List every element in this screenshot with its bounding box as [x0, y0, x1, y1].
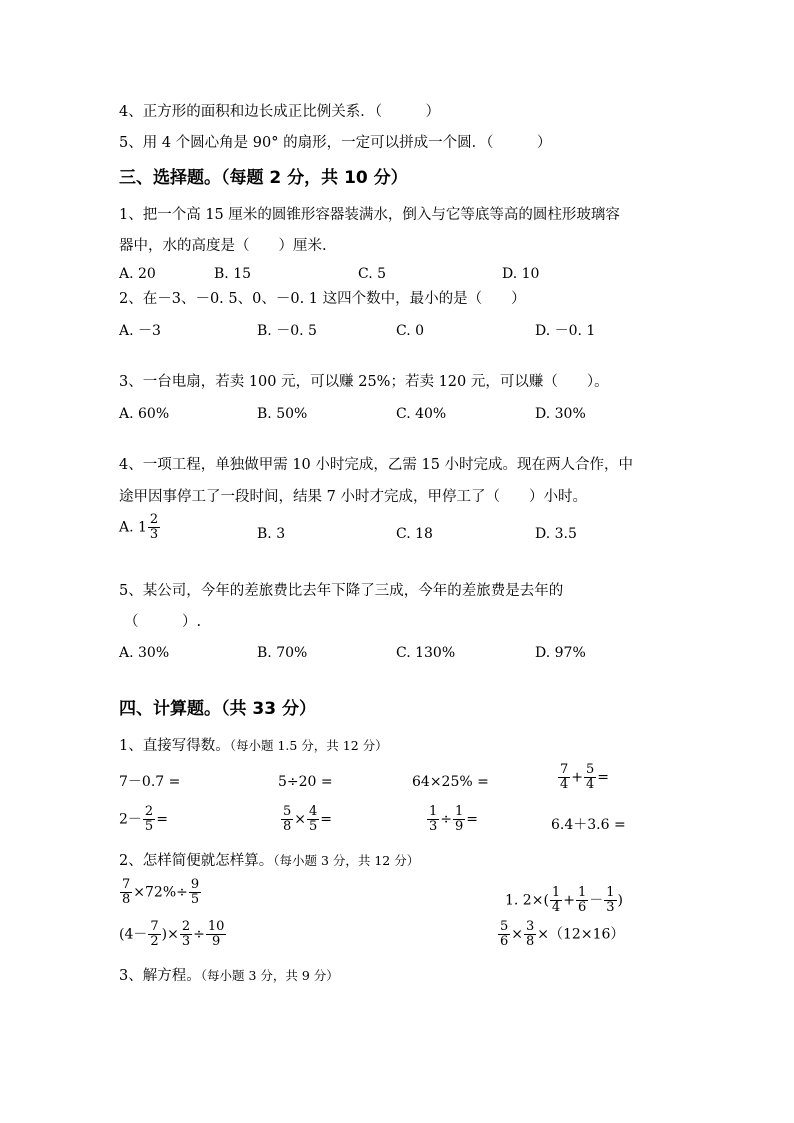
fraction: [143, 805, 155, 834]
calc-part1-note: （每小题 1.5 分，共 12 分）: [229, 738, 388, 753]
fraction-denominator: 9: [212, 934, 221, 949]
choice-q3-option-c: C. 40%: [396, 406, 447, 422]
fraction-numerator: 1: [455, 804, 464, 819]
calc-p1-expr-5: [119, 805, 168, 834]
choice-q1-option-d: D. 10: [502, 266, 540, 282]
choice-q4-option-a-prefix: A. 1: [119, 519, 147, 536]
fraction-denominator: 3: [606, 900, 615, 915]
fraction-numerator: 1: [577, 885, 587, 900]
choice-q2-option-d: D. －0. 1: [535, 323, 596, 339]
fraction-numerator: 3: [526, 919, 535, 934]
calc-p2-expr-d: [497, 920, 624, 949]
choice-q4-option-b: B. 3: [257, 526, 286, 542]
fraction-denominator: 8: [283, 819, 292, 834]
fraction-denominator: 9: [455, 819, 464, 834]
fraction-denominator: 5: [144, 819, 154, 834]
operator: ×: [294, 811, 307, 828]
calc-p1-expr-4: [557, 763, 609, 792]
expr-prefix: 1. 2×(: [505, 892, 549, 909]
fraction-numerator: 10: [207, 919, 225, 934]
fraction-numerator: 2: [149, 512, 159, 527]
choice-q5-option-b: B. 70%: [257, 645, 308, 661]
fraction: [180, 920, 192, 949]
calc-part3-title-text: 3、解方程。: [119, 968, 201, 984]
equals-sign: =: [156, 811, 168, 828]
choice-q3-option-a: A. 60%: [119, 406, 170, 422]
fraction: [498, 920, 510, 949]
calc-part2-title-text: 2、怎样简便就怎样算。: [119, 853, 274, 869]
choice-q3-option-b: B. 50%: [257, 406, 308, 422]
choice-q3-line1: 3、一台电扇，若卖 100 元，可以赚 25%；若卖 120 元，可以赚（ ）。: [119, 374, 609, 390]
fraction-denominator: 6: [577, 900, 587, 915]
expr-suffix: ×（12×16）: [537, 926, 625, 943]
calc-p1-expr-8: 6.4＋3.6 =: [551, 817, 626, 833]
fraction-denominator: 4: [586, 777, 595, 792]
choice-q5-line2: （ ）.: [124, 614, 202, 630]
choice-q4-line2: 途甲因事停工了一段时间，结果 7 小时才完成，甲停工了（ ）小时。: [119, 489, 587, 505]
operator: －: [589, 892, 604, 909]
fraction-numerator: 5: [283, 804, 292, 819]
fraction-denominator: 3: [429, 819, 438, 834]
choice-q2-option-c: C. 0: [396, 323, 425, 339]
fraction-denominator: 8: [526, 934, 535, 949]
choice-q5-option-a: A. 30%: [119, 645, 170, 661]
fraction-denominator: 2: [150, 934, 159, 949]
fraction-denominator: 8: [122, 892, 131, 907]
choice-q1-line1: 1、把一个高 15 厘米的圆锥形容器装满水，倒入与它等底等高的圆柱形玻璃容: [119, 207, 620, 223]
expr-prefix: 2－: [119, 811, 142, 828]
fraction: [148, 920, 160, 949]
fraction: [120, 878, 132, 907]
section-heading-calc: 四、计算题。（共 33 分）: [119, 699, 316, 719]
calc-p2-expr-a: [119, 878, 202, 907]
choice-q4-option-a: [119, 513, 161, 542]
choice-q4-option-c: C. 18: [396, 526, 433, 542]
fraction-numerator: 1: [606, 885, 615, 900]
fraction-denominator: 3: [181, 934, 191, 949]
fraction: [604, 886, 616, 915]
operator: ÷: [193, 926, 205, 943]
expr-middle: ×72%÷: [133, 884, 188, 901]
fraction-numerator: 5: [500, 919, 509, 934]
fraction: [550, 886, 562, 915]
fraction: [558, 763, 570, 792]
expr-middle: )×: [161, 926, 179, 943]
choice-q1-option-b: B. 15: [214, 266, 252, 282]
operator: +: [563, 892, 575, 909]
calc-p1-expr-6: [280, 805, 332, 834]
fraction-numerator: 2: [181, 919, 191, 934]
choice-q5-line1: 5、某公司，今年的差旅费比去年下降了三成，今年的差旅费是去年的: [119, 583, 564, 599]
fraction-numerator: 4: [309, 804, 318, 819]
fraction: [281, 805, 293, 834]
fraction-denominator: 4: [560, 777, 569, 792]
choice-q4-line1: 4、一项工程，单独做甲需 10 小时完成，乙需 15 小时完成。现在两人合作，中: [119, 457, 634, 473]
operator: +: [571, 769, 584, 786]
calc-p1-expr-3: 64×25% =: [412, 774, 489, 790]
choice-q2-option-a: A. －3: [119, 323, 161, 339]
operator: ÷: [440, 811, 453, 828]
equals-sign: =: [466, 811, 479, 828]
choice-q2-line1: 2、在－3、－0. 5、0、－0. 1 这四个数中，最小的是（ ）: [119, 291, 526, 307]
calc-part1-title-text: 1、直接写得数。: [119, 738, 230, 754]
fraction: [189, 878, 201, 907]
choice-q1-option-c: C. 5: [358, 266, 387, 282]
calc-p1-expr-7: [426, 805, 478, 834]
fraction-numerator: 7: [560, 762, 569, 777]
calc-p2-expr-b: [505, 886, 623, 915]
section-heading-choice: 三、选择题。（每题 2 分，共 10 分）: [119, 168, 408, 188]
fraction-numerator: 2: [144, 804, 154, 819]
fraction: [307, 805, 319, 834]
fraction-numerator: 1: [429, 804, 438, 819]
fraction: [576, 886, 588, 915]
choice-q5-option-d: D. 97%: [535, 645, 586, 661]
fraction: [524, 920, 536, 949]
choice-q4-option-d: D. 3.5: [535, 526, 577, 542]
choice-q5-option-c: C. 130%: [396, 645, 456, 661]
fraction-denominator: 6: [500, 934, 509, 949]
calc-p1-expr-1: 7－0.7 =: [119, 774, 181, 790]
calc-part3-title: [119, 966, 339, 986]
choice-q2-option-b: B. －0. 5: [257, 323, 317, 339]
judge-question-4: 4、正方形的面积和边长成正比例关系．（ ）: [119, 104, 440, 120]
calc-p1-expr-2: 5÷20 =: [278, 774, 333, 790]
equals-sign: =: [320, 811, 333, 828]
operator: ×: [511, 926, 524, 943]
calc-part1-title: [119, 736, 388, 756]
calc-p2-expr-c: [119, 920, 227, 949]
expr-prefix: (4－: [119, 926, 148, 943]
fraction-denominator: 5: [190, 892, 200, 907]
judge-question-5: 5、用 4 个圆心角是 90° 的扇形，一定可以拼成一个圆．（ ）: [119, 135, 552, 151]
mixed-fraction: [148, 513, 160, 542]
choice-q3-option-d: D. 30%: [535, 406, 586, 422]
fraction-numerator: 1: [551, 885, 561, 900]
fraction-numerator: 5: [586, 762, 595, 777]
fraction: [427, 805, 439, 834]
calc-part3-note: （每小题 3 分，共 9 分）: [200, 968, 339, 983]
fraction-numerator: 9: [190, 877, 200, 892]
expr-suffix: ): [617, 892, 623, 909]
fraction-denominator: 3: [149, 527, 159, 542]
fraction: [206, 920, 227, 949]
equals-sign: =: [597, 769, 610, 786]
choice-q1-option-a: A. 20: [119, 266, 156, 282]
calc-part2-title: [119, 851, 419, 871]
calc-part2-note: （每小题 3 分，共 12 分）: [273, 853, 420, 868]
choice-q1-line2: 器中，水的高度是（ ）厘米.: [119, 238, 327, 254]
fraction: [584, 763, 596, 792]
fraction-denominator: 4: [551, 900, 561, 915]
fraction-numerator: 7: [150, 919, 159, 934]
fraction-numerator: 7: [122, 877, 131, 892]
fraction: [453, 805, 465, 834]
fraction-denominator: 5: [309, 819, 318, 834]
